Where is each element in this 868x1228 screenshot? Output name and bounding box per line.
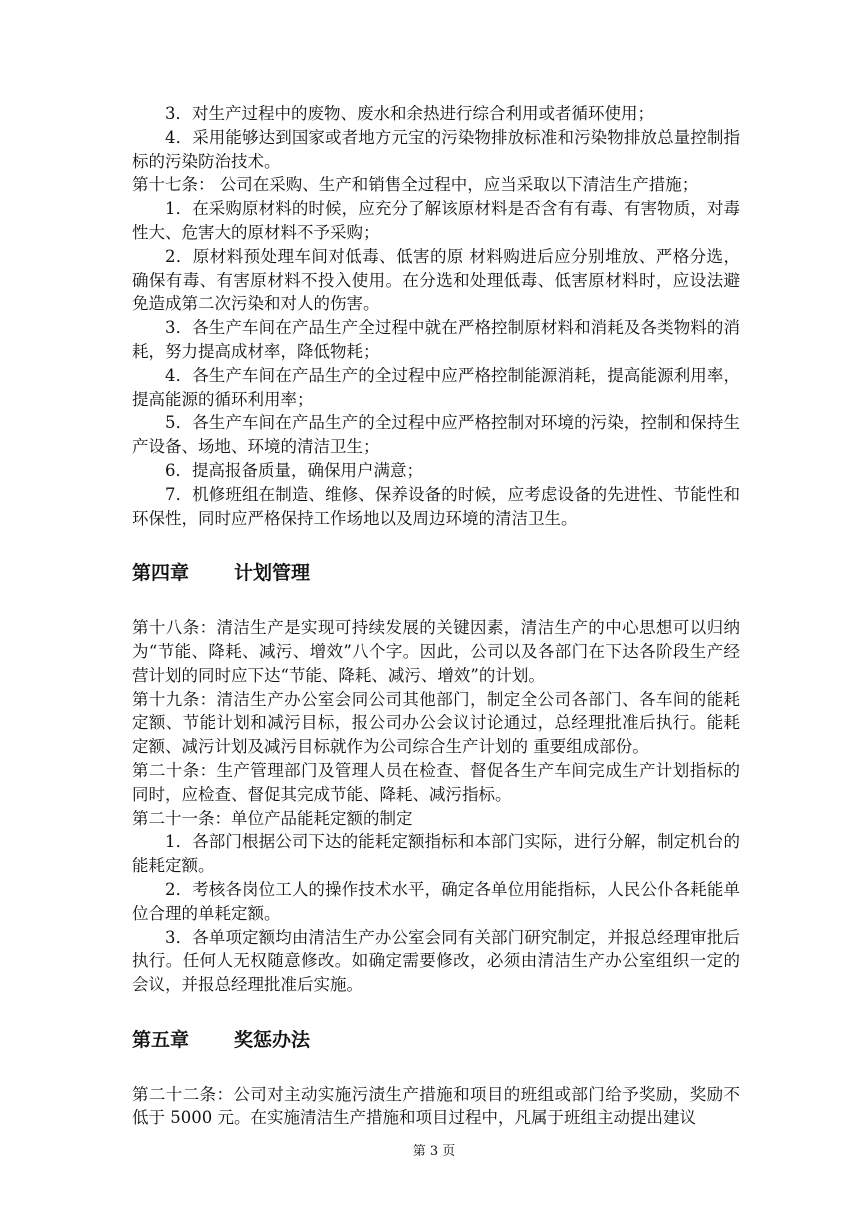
list-item: 7．机修班组在制造、维修、保养设备的时候，应考虑设备的先进性、节能性和环保性，同时应严格保持工作场地以及周边环境的清洁卫生。 <box>132 484 740 528</box>
paragraph: 4．采用能够达到国家或者地方元宝的污染物排放标准和污染物排放总量控制指标的污染防治技术。 <box>132 127 740 171</box>
chapter-title: 计划管理 <box>234 562 311 585</box>
list-item: 5．各生产车间在产品生产的全过程中应严格控制对环境的污染，控制和保持生产设备、场地、环境的清洁卫生； <box>132 413 740 457</box>
list-item: 6．提高报备质量，确保用户满意； <box>165 460 423 480</box>
article-17-heading: 第十七条： 公司在采购、生产和销售全过程中，应当采取以下清洁生产措施； <box>132 175 699 195</box>
article-22: 第二十二条：公司对主动实施污渍生产措施和项目的班组或部门给予奖励，奖励不低于 5000 元。在实施清洁生产措施和项目过程中，凡属于班组主动提出建议 <box>132 1084 740 1128</box>
chapter-title: 奖惩办法 <box>234 1028 311 1051</box>
chapter-number: 第五章 <box>132 1028 190 1051</box>
list-item: 4．各生产车间在产品生产的全过程中应严格控制能源消耗，提高能源利用率，提高能源的循环利用率； <box>132 365 740 409</box>
list-item: 1．在采购原材料的时候，应充分了解该原材料是否含有有毒、有害物质，对毒性大、危害大的原材料不予采购； <box>132 199 740 242</box>
chapter-number: 第四章 <box>132 562 190 585</box>
chapter-5-heading <box>132 1029 740 1053</box>
list-item: 3．各单项定额均由清洁生产办公室会同有关部门研究制定，并报总经理审批后执行。任何人无权随意修改。如确定需要修改，必须由清洁生产办公室组织一定的会议，并报总经理批准后实施。 <box>132 927 740 995</box>
article-19: 第十九条：清洁生产办公室会同公司其他部门，制定全公司各部门、各车间的能耗定额、节能计划和减污目标，报公司办公会议讨论通过，总经理批准后执行。能耗定额、减污计划及减污目标就作为公司综合生产计划的 重要组成部份。 <box>132 689 740 757</box>
chapter-4-heading <box>132 562 740 586</box>
article-21-heading: 第二十一条：单位产品能耗定额的制定 <box>132 808 413 828</box>
page-number: 第 3 页 <box>412 1144 456 1159</box>
article-20: 第二十条：生产管理部门及管理人员在检查、督促各生产车间完成生产计划指标的同时，应检查、督促其完成节能、降耗、减污指标。 <box>132 760 740 804</box>
article-18: 第十八条：清洁生产是实现可持续发展的关键因素，清洁生产的中心思想可以归纳为“节能、降耗、减污、增效”八个字。因此，公司以及各部门在下达各阶段生产经营计划的同时应下达“节能、降耗、减污、增效”的计划。 <box>132 618 740 685</box>
list-item: 2．考核各岗位工人的操作技术水平，确定各单位用能指标，人民公仆各耗能单位合理的单耗定额。 <box>132 879 740 923</box>
list-item: 2．原材料预处理车间对低毒、低害的原 材料购进后应分别堆放、严格分选，确保有毒、有害原材料不投入使用。在分选和处理低毒、低害原材料时，应设法避免造成第二次污染和对人的伤害。 <box>132 246 740 314</box>
list-item: 1．各部门根据公司下达的能耗定额指标和本部门实际，进行分解，制定机台的能耗定额。 <box>132 832 740 876</box>
list-item: 3．各生产车间在产品生产全过程中就在严格控制原材料和消耗及各类物料的消耗，努力提高成材率，降低物耗； <box>132 318 740 361</box>
paragraph: 3．对生产过程中的废物、废水和余热进行综合利用或者循环使用； <box>165 104 654 123</box>
page-body <box>132 102 740 1130</box>
